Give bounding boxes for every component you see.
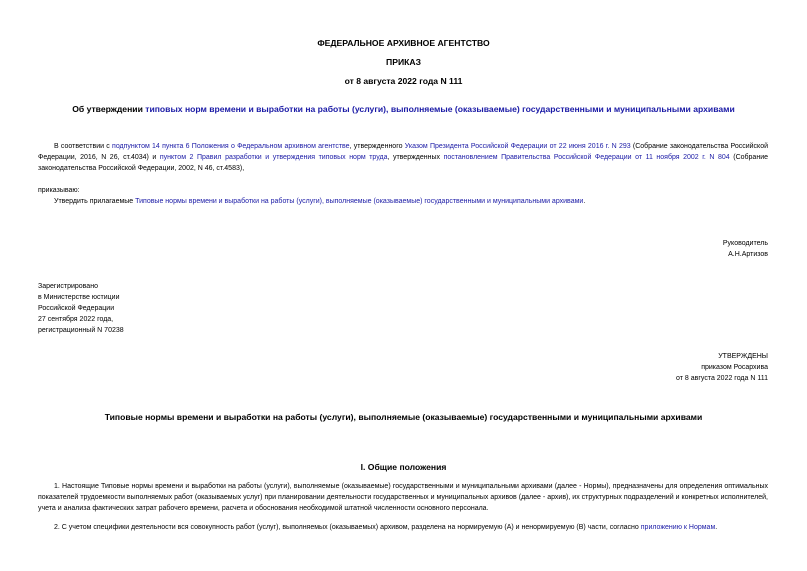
approval-line: приказом Росархива	[701, 364, 768, 371]
preamble-text-2: , утвержденного	[349, 143, 405, 150]
preamble-link-decree[interactable]: Указом Президента Российской Федерации от 22 июня 2016 г. N 293	[404, 143, 631, 150]
norms-item-1: 1. Настоящие Типовые нормы времени и выработки на работы (услуги), выполняемые (оказываемые) государственными и муниципальными архивами (далее - Нормы), предназначены для определения оптимальных показателей трудоемкости выполняемых работ (оказываемых услуг) при планировании деятельности государственных и муниципальных архивов (далее - архив), их структурных подразделений и конкретных исполнителей, учета и анализа фактических затрат рабочего времени, расчета и обоснования необходимой штатной численности основного персонала.	[38, 483, 768, 512]
approval-line: УТВЕРЖДЕНЫ	[718, 353, 768, 360]
registration-line: Российской Федерации	[38, 305, 115, 312]
norms-item-2-suffix: .	[715, 524, 718, 531]
order-title	[0, 104, 807, 114]
norms-item-2	[54, 522, 768, 533]
registration-block	[38, 281, 124, 336]
signature-name: А.Н.Артизов	[728, 251, 768, 258]
preamble-text-4: , утвержденных	[387, 154, 444, 161]
document-type: ПРИКАЗ	[386, 57, 421, 67]
approve-paragraph	[54, 196, 768, 207]
preamble-paragraph	[38, 141, 768, 174]
approval-block	[500, 351, 768, 384]
section-heading-general: I. Общие положения	[360, 462, 447, 472]
approve-suffix: .	[583, 198, 586, 205]
signature-position: Руководитель	[722, 240, 768, 247]
preamble-text-3: (Собрание законодательства Российской Федерации, 2016, N 26, ст.4034) и	[38, 143, 768, 161]
approve-text: Утвердить прилагаемые	[54, 198, 136, 205]
registration-line: регистрационный N 70238	[38, 327, 124, 334]
agency-name: ФЕДЕРАЛЬНОЕ АРХИВНОЕ АГЕНТСТВО	[317, 38, 490, 48]
order-title-prefix: Об утверждении	[72, 104, 146, 114]
order-title-link[interactable]: типовых норм времени и выработки на работы (услуги), выполняемые (оказываемые) государственными и муниципальными архивами	[145, 104, 735, 114]
order-date-number: от 8 августа 2022 года N 111	[344, 76, 463, 86]
signature-block	[500, 238, 768, 260]
preamble-link-regulation[interactable]: подпунктом 14 пункта 6 Положения о Федеральном архивном агентстве	[112, 143, 350, 150]
preamble-text-1: В соответствии с	[54, 143, 113, 150]
preamble-link-rules[interactable]: пунктом 2 Правил разработки и утверждения типовых норм труда	[159, 154, 388, 161]
preamble-link-resolution[interactable]: постановлением Правительства Российской Федерации от 11 ноября 2002 г. N 804	[443, 154, 730, 161]
approval-line: от 8 августа 2022 года N 111	[676, 375, 768, 382]
norms-item-2-text: 2. С учетом специфики деятельности вся совокупность работ (услуг), выполняемых (оказываемых) архивом, разделена на нормируемую (А) и ненормируемую (В) части, согласно	[54, 524, 641, 531]
registration-line: в Министерстве юстиции	[38, 294, 120, 301]
norms-title: Типовые нормы времени и выработки на работы (услуги), выполняемые (оказываемые) государственными и муниципальными архивами	[104, 412, 703, 422]
order-word: приказываю:	[38, 187, 80, 194]
registration-line: 27 сентября 2022 года,	[38, 316, 114, 323]
preamble-text-5: (Собрание законодательства Российской Федерации, 2002, N 46, ст.4583),	[38, 154, 768, 172]
approve-link[interactable]: Типовые нормы времени и выработки на работы (услуги), выполняемые (оказываемые) государственными и муниципальными архивами	[135, 198, 584, 205]
registration-line: Зарегистрировано	[38, 283, 98, 290]
appendix-link[interactable]: приложению к Нормам	[640, 524, 716, 531]
